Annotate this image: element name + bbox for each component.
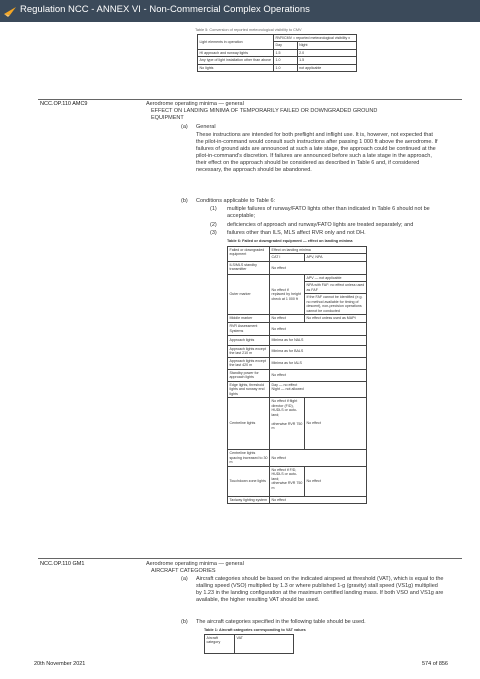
table5-header-night: Night — [297, 42, 356, 49]
amc9-b-label: (b) — [181, 198, 188, 204]
table6-cell: No effect if flight director (F/D), HUDLS or auto-land; otherwise RVR 750 m — [270, 398, 305, 450]
table-row — [228, 496, 367, 503]
gm1-table-header-vat: VAT — [235, 635, 294, 654]
table6-cell: No effect unless used as MAPt — [305, 315, 367, 322]
table-row — [228, 398, 367, 450]
amc9-b3-text: failures other than ILS, MLS affect RVR only and not DH. — [227, 230, 366, 236]
table5-cell: 1.5 — [297, 57, 356, 64]
table-row — [228, 315, 367, 322]
table5-cell: Any type of light installation other than above — [198, 57, 274, 64]
table6-cell: No effect — [270, 496, 367, 503]
gm1-a-label: (a) — [181, 576, 188, 582]
table6-cell: If the FAF cannot be identified (e.g. no method available for timing of descent), non-precision operations cannot be conducted — [305, 294, 367, 315]
table-row — [198, 49, 357, 56]
amc9-a-label: (a) — [181, 124, 188, 130]
table6-caption: Table 6: Failed or downgraded equipment — effect on landing minima — [227, 239, 353, 243]
table-row — [228, 261, 367, 274]
gm1-heading: Aerodrome operating minima — general — [146, 561, 244, 567]
section-divider — [38, 99, 462, 100]
table5-header-rvr: RVR/CMV = reported meteorological visibility x — [274, 35, 357, 42]
table5-cell: 1.0 — [274, 57, 298, 64]
footer-date: 20th November 2021 — [34, 661, 86, 667]
table6-cell: Middle marker — [228, 315, 270, 322]
table6-cell: Centreline lights spacing increased to 30 m — [228, 450, 270, 466]
amc9-b2-text: deficiencies of approach and runway/FATO lights are treated separately; and — [227, 222, 414, 228]
table6-cell: ILS/MLS standby transmitter — [228, 261, 270, 274]
table6-cell: No effect — [270, 315, 305, 322]
table-row — [228, 466, 367, 496]
table6-cell: Minima as for IALS — [270, 357, 367, 369]
table6-cell: Minima as for BALS — [270, 345, 367, 357]
header-banner — [0, 0, 480, 22]
table6-cell: No effect — [270, 261, 367, 274]
table6-cell: Approach lights except the last 420 m — [228, 357, 270, 369]
footer-page-number: 574 of 856 — [422, 661, 448, 667]
table6-cell: RVR Assessment Systems — [228, 322, 270, 335]
table6-cell: Centreline lights — [228, 398, 270, 450]
table6-cell: Day — no effect Night — not allowed — [270, 381, 367, 397]
table6-cell: Approach lights — [228, 335, 270, 345]
table5-cell: HI approach and runway lights — [198, 49, 274, 56]
amc9-b-title: Conditions applicable to Table 6: — [196, 198, 276, 204]
table6-cell: No effect — [270, 450, 367, 466]
table6-header-apv: APV, NPA — [305, 254, 367, 261]
table-row — [228, 345, 367, 357]
table6-cell: Touchdown zone lights — [228, 466, 270, 496]
visibility-conversion-table — [197, 34, 357, 72]
table-row — [228, 381, 367, 397]
easa-logo-icon — [4, 5, 16, 17]
table6-cell: No effect — [305, 466, 367, 496]
table-row — [228, 369, 367, 381]
amc9-b1-text: multiple failures of runway/FATO lights other than indicated in Table 6 should not be acceptable; — [227, 206, 430, 219]
amc9-b2-label: (2) — [210, 222, 217, 228]
document-title: Regulation NCC - ANNEX VI - Non-Commercial Complex Operations — [20, 4, 310, 15]
table6-cell: APV — not applicable — [305, 274, 367, 281]
table5-header-light: Light elements in operation — [198, 35, 274, 50]
table5-cell: 1.0 — [274, 64, 298, 71]
amc9-a-title: General — [196, 124, 216, 130]
table6-cell: Outer marker — [228, 274, 270, 314]
table6-cell: Taxiway lighting system — [228, 496, 270, 503]
amc9-b1-label: (1) — [210, 206, 217, 212]
table5-caption: Table 5: Conversion of reported meteorological visibility to CMV — [195, 28, 302, 32]
section-divider — [38, 558, 462, 559]
aircraft-category-table — [204, 634, 294, 654]
failed-equipment-table — [227, 246, 367, 504]
table5-cell: No lights — [198, 64, 274, 71]
table-row — [228, 357, 367, 369]
gm1-a-text: Aircraft categories should be based on the indicated airspeed at threshold (VAT), which is equal to the stalling speed (VSO) multiplied by 1.3 or where published 1-g (gravity) stall speed (VS1g) multiplied by 1.23 in the landing configuration at the maximum certified landing mass. If both VSO and VS1g are available, the higher resulting VAT should be used. — [196, 576, 444, 603]
amc9-heading: Aerodrome operating minima — general — [146, 101, 244, 107]
table6-cell: No effect — [270, 322, 367, 335]
table5-cell: not applicable — [297, 64, 356, 71]
table6-cell: Edge lights, threshold lights and runway end lights — [228, 381, 270, 397]
amc9-reference: NCC.OP.110 AMC9 — [40, 101, 88, 107]
table-row — [198, 57, 357, 64]
amc9-a-text: These instructions are intended for both preflight and inflight use. It is, however, not expected that the pilot-in-command would consult such instructions after passing 1 000 ft above the aerodrome. If failures of ground aids are announced at such a late stage, the approach could be continued at the pilot-in-command's discretion. If failures are announced before such a late stage in the approach, their effect on the approach should be considered as described in Table 6 and, if considered necessary, the approach should be abandoned. — [196, 132, 438, 173]
table6-cell: NPA with FAF: no effect unless used as FAF — [305, 282, 367, 294]
amc9-subheading: EFFECT ON LANDING MINIMA OF TEMPORARILY FAILED OR DOWNGRADED GROUND EQUIPMENT — [151, 108, 378, 121]
table-row — [228, 450, 367, 466]
gm1-table-header-category: Aircraft category — [205, 635, 235, 654]
amc9-b3-label: (3) — [210, 230, 217, 236]
table-row — [198, 64, 357, 71]
gm1-b-text: The aircraft categories specified in the following table should be used. — [196, 619, 366, 625]
table6-cell: No effect — [270, 369, 367, 381]
table6-header-effect: Effect on landing minima — [270, 247, 367, 254]
gm1-reference: NCC.OP.110 GM1 — [40, 561, 85, 567]
table5-cell: 2.0 — [297, 49, 356, 56]
table6-cell: No effect if replaced by height check at 1 000 ft — [270, 274, 305, 314]
table5-cell: 1.5 — [274, 49, 298, 56]
table6-cell: Standby power for approach lights — [228, 369, 270, 381]
gm1-table-caption: Table 1: Aircraft categories corresponding to VAT values — [204, 628, 306, 632]
table-row — [228, 322, 367, 335]
table-row — [228, 335, 367, 345]
table6-header-equipment: Failed or downgraded equipment — [228, 247, 270, 262]
table6-cell: No effect — [305, 398, 367, 450]
table6-header-cat1: CAT I — [270, 254, 305, 261]
table5-header-day: Day — [274, 42, 298, 49]
table6-cell: Minima as for NALS — [270, 335, 367, 345]
table6-cell: No effect if F/D, HUDLS or auto-land; otherwise RVR 750 m — [270, 466, 305, 496]
table-row — [228, 274, 367, 281]
gm1-b-label: (b) — [181, 619, 188, 625]
table6-cell: Approach lights except the last 210 m — [228, 345, 270, 357]
gm1-subheading: AIRCRAFT CATEGORIES — [151, 568, 216, 574]
